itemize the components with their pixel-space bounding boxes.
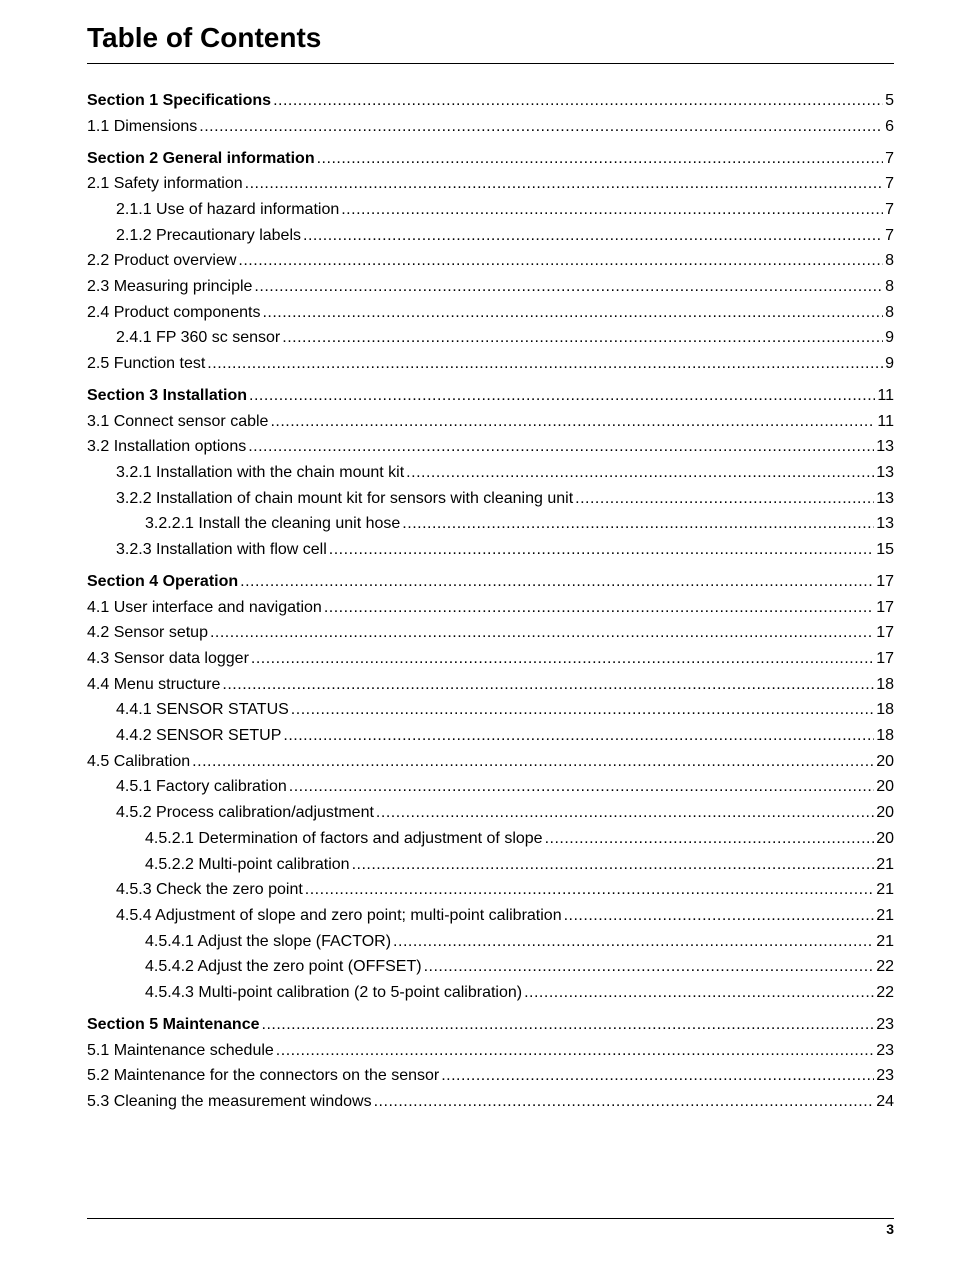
toc-dot-leader	[305, 877, 874, 903]
toc-entry-page: 7	[885, 226, 894, 244]
toc-entry-page: 23	[876, 1067, 894, 1085]
toc-entry-label: 4.4.2 SENSOR SETUP	[116, 727, 282, 745]
toc-dot-leader	[524, 980, 874, 1006]
toc-entry-page: 5	[885, 92, 894, 109]
toc-entry-label: 3.2.2.1 Install the cleaning unit hose	[145, 515, 401, 533]
toc-entry-page: 9	[885, 329, 894, 347]
toc-entry-page: 13	[876, 515, 894, 533]
toc-entry-label: 3.2.1 Installation with the chain mount kit	[116, 464, 405, 481]
toc-entry-label: 4.5.2.2 Multi-point calibration	[145, 855, 350, 873]
toc-entry-page: 8	[885, 278, 894, 295]
toc-entry-page: 7	[885, 175, 894, 193]
toc-dot-leader	[240, 569, 874, 595]
toc-dot-leader	[262, 300, 883, 326]
toc-dot-leader	[249, 383, 875, 409]
toc-entry[interactable]	[87, 723, 894, 749]
toc-entry[interactable]	[87, 171, 894, 197]
toc-entry[interactable]	[87, 325, 894, 351]
toc-dot-leader	[441, 1063, 874, 1089]
toc-entry-label: 5.1 Maintenance schedule	[87, 1041, 274, 1059]
toc-entry[interactable]	[87, 903, 894, 929]
toc-entry-label: 4.4.1 SENSOR STATUS	[116, 701, 289, 719]
toc-entry-label: Section 4 Operation	[87, 572, 239, 590]
toc-entry-page: 21	[876, 881, 894, 899]
toc-entry[interactable]	[87, 749, 894, 775]
toc-entry-page: 9	[885, 355, 894, 373]
toc-entry-label: 5.3 Cleaning the measurement windows	[87, 1092, 372, 1110]
toc-section-entry[interactable]	[87, 383, 894, 409]
toc-dot-leader	[207, 351, 883, 377]
toc-entry-page: 13	[876, 438, 894, 456]
toc-dot-leader	[317, 146, 883, 172]
toc-dot-leader	[393, 929, 874, 955]
footer-divider	[87, 1218, 894, 1219]
toc-entry-label: 4.5.3 Check the zero point	[116, 881, 303, 899]
toc-entry-label: 2.1.2 Precautionary labels	[116, 226, 301, 244]
toc-dot-leader	[424, 954, 875, 980]
toc-entry[interactable]	[87, 434, 894, 460]
toc-entry-label: 3.2 Installation options	[87, 438, 247, 456]
toc-entry-page: 17	[876, 650, 894, 667]
toc-dot-leader	[329, 537, 874, 563]
toc-entry-label: Section 5 Maintenance	[87, 1015, 260, 1033]
toc-dot-leader	[262, 1012, 875, 1038]
toc-entry[interactable]	[87, 300, 894, 326]
toc-entry[interactable]	[87, 409, 894, 435]
toc-entry[interactable]	[87, 537, 894, 563]
toc-section-entry[interactable]	[87, 88, 894, 114]
toc-dot-leader	[289, 774, 874, 800]
toc-dot-leader	[270, 409, 875, 435]
toc-dot-leader	[254, 274, 883, 300]
toc-entry-label: Section 1 Specifications	[87, 92, 272, 109]
toc-entry-page: 22	[876, 983, 894, 1001]
toc-entry[interactable]	[87, 460, 894, 486]
toc-entry[interactable]	[87, 1038, 894, 1064]
toc-entry[interactable]	[87, 197, 894, 223]
toc-dot-leader	[238, 248, 883, 274]
toc-entry-page: 6	[885, 117, 894, 135]
toc-dot-leader	[251, 646, 874, 672]
toc-dot-leader	[564, 903, 875, 929]
toc-dot-leader	[245, 171, 883, 197]
toc-entry-label: 3.2.2 Installation of chain mount kit for sensors with cleaning unit	[116, 489, 574, 507]
toc-entry[interactable]	[87, 774, 894, 800]
toc-entry-page: 18	[876, 675, 894, 693]
toc-entry-page: 8	[885, 252, 894, 270]
toc-entry-label: 4.4 Menu structure	[87, 675, 221, 693]
toc-entry-page: 7	[885, 200, 894, 218]
toc-entry[interactable]	[87, 1063, 894, 1089]
toc-entry-page: 21	[876, 855, 894, 873]
toc-entry-page: 11	[877, 386, 894, 404]
toc-entry[interactable]	[87, 877, 894, 903]
toc-entry[interactable]	[87, 697, 894, 723]
toc-entry-page: 13	[876, 464, 894, 481]
toc-entry-label: 4.5.4.3 Multi-point calibration (2 to 5-point calibration)	[145, 983, 523, 1001]
toc-entry-label: 4.5.4.1 Adjust the slope (FACTOR)	[145, 932, 392, 950]
toc-entry-label: 4.3 Sensor data logger	[87, 650, 249, 667]
toc-entry-page: 20	[876, 804, 894, 822]
toc-entry-page: 7	[885, 149, 894, 167]
toc-entry-page: 21	[876, 932, 894, 950]
toc-entry-page: 18	[876, 727, 894, 745]
toc-entry[interactable]	[87, 511, 894, 537]
toc-entry-page: 8	[885, 303, 894, 321]
toc-entry-page: 18	[876, 701, 894, 719]
toc-entry[interactable]	[87, 672, 894, 698]
toc-dot-leader	[291, 697, 874, 723]
toc-entry-page: 23	[876, 1015, 894, 1033]
toc-entry[interactable]	[87, 800, 894, 826]
toc-entry-label: 2.1.1 Use of hazard information	[116, 200, 340, 218]
toc-entry[interactable]	[87, 826, 894, 852]
toc-entry-page: 11	[877, 412, 894, 430]
page-title: Table of Contents	[87, 22, 322, 53]
page-number: 3	[886, 1221, 894, 1237]
toc-dot-leader	[283, 723, 874, 749]
toc-dot-leader	[376, 800, 874, 826]
toc-entry-page: 20	[876, 752, 894, 770]
toc-entry-label: 4.5.2.1 Determination of factors and adjustment of slope	[145, 829, 543, 847]
toc-entry-label: 2.4 Product components	[87, 303, 261, 321]
toc-entry-page: 15	[876, 541, 894, 559]
toc-entry[interactable]	[87, 646, 894, 672]
toc-entry-page: 21	[876, 906, 894, 924]
toc-entry-label: 3.1 Connect sensor cable	[87, 412, 269, 430]
toc-dot-leader	[210, 620, 874, 646]
toc-entry-label: 4.5.1 Factory calibration	[116, 778, 287, 796]
toc-entry-label: 4.5.4.2 Adjust the zero point (OFFSET)	[145, 958, 422, 976]
toc-entry-label: 2.1 Safety information	[87, 175, 243, 193]
toc-entry[interactable]	[87, 620, 894, 646]
table-of-contents	[87, 88, 894, 1115]
toc-entry-label: 4.2 Sensor setup	[87, 624, 208, 642]
toc-entry-page: 20	[876, 778, 894, 796]
toc-section-entry[interactable]	[87, 1012, 894, 1038]
toc-entry-label: 4.5.4 Adjustment of slope and zero point; multi-point calibration	[116, 906, 562, 924]
toc-entry-label: 1.1 Dimensions	[87, 117, 198, 135]
toc-entry-page: 17	[876, 598, 894, 616]
toc-dot-leader	[192, 749, 874, 775]
toc-entry-page: 23	[876, 1041, 894, 1059]
toc-dot-leader	[303, 223, 883, 249]
toc-dot-leader	[341, 197, 883, 223]
toc-entry[interactable]	[87, 852, 894, 878]
toc-entry-label: Section 2 General information	[87, 149, 315, 167]
toc-dot-leader	[575, 486, 874, 512]
toc-entry-page: 17	[876, 572, 894, 590]
toc-entry-label: 3.2.3 Installation with flow cell	[116, 541, 327, 559]
title-divider	[87, 63, 894, 64]
toc-entry-page: 20	[876, 829, 894, 847]
toc-entry[interactable]	[87, 954, 894, 980]
toc-entry-label: 4.5.2 Process calibration/adjustment	[116, 804, 374, 822]
toc-entry[interactable]	[87, 114, 894, 140]
toc-entry[interactable]	[87, 486, 894, 512]
toc-dot-leader	[402, 511, 874, 537]
toc-entry-label: 2.4.1 FP 360 sc sensor	[116, 329, 281, 347]
toc-entry[interactable]	[87, 274, 894, 300]
toc-dot-leader	[352, 852, 875, 878]
toc-entry[interactable]	[87, 1089, 894, 1115]
toc-dot-leader	[222, 672, 874, 698]
toc-entry-label: 2.3 Measuring principle	[87, 278, 253, 295]
toc-dot-leader	[276, 1038, 874, 1064]
toc-entry-page: 22	[876, 958, 894, 976]
toc-entry-label: 4.5 Calibration	[87, 752, 191, 770]
toc-dot-leader	[545, 826, 875, 852]
toc-dot-leader	[324, 595, 874, 621]
toc-section-entry[interactable]	[87, 146, 894, 172]
toc-entry-page: 13	[876, 489, 894, 507]
toc-dot-leader	[248, 434, 874, 460]
toc-entry[interactable]	[87, 980, 894, 1006]
toc-dot-leader	[199, 114, 883, 140]
toc-dot-leader	[282, 325, 883, 351]
toc-entry-page: 24	[876, 1092, 894, 1110]
toc-section-entry[interactable]	[87, 569, 894, 595]
toc-entry[interactable]	[87, 351, 894, 377]
toc-entry-page: 17	[876, 624, 894, 642]
toc-entry-label: 5.2 Maintenance for the connectors on the sensor	[87, 1067, 440, 1085]
toc-entry[interactable]	[87, 929, 894, 955]
toc-entry[interactable]	[87, 595, 894, 621]
toc-entry-label: 2.2 Product overview	[87, 252, 237, 270]
toc-entry[interactable]	[87, 223, 894, 249]
toc-entry-label: 4.1 User interface and navigation	[87, 598, 322, 616]
toc-dot-leader	[406, 460, 874, 486]
toc-entry-label: 2.5 Function test	[87, 355, 206, 373]
toc-dot-leader	[273, 88, 883, 114]
toc-entry[interactable]	[87, 248, 894, 274]
toc-entry-label: Section 3 Installation	[87, 386, 248, 404]
toc-dot-leader	[374, 1089, 875, 1115]
